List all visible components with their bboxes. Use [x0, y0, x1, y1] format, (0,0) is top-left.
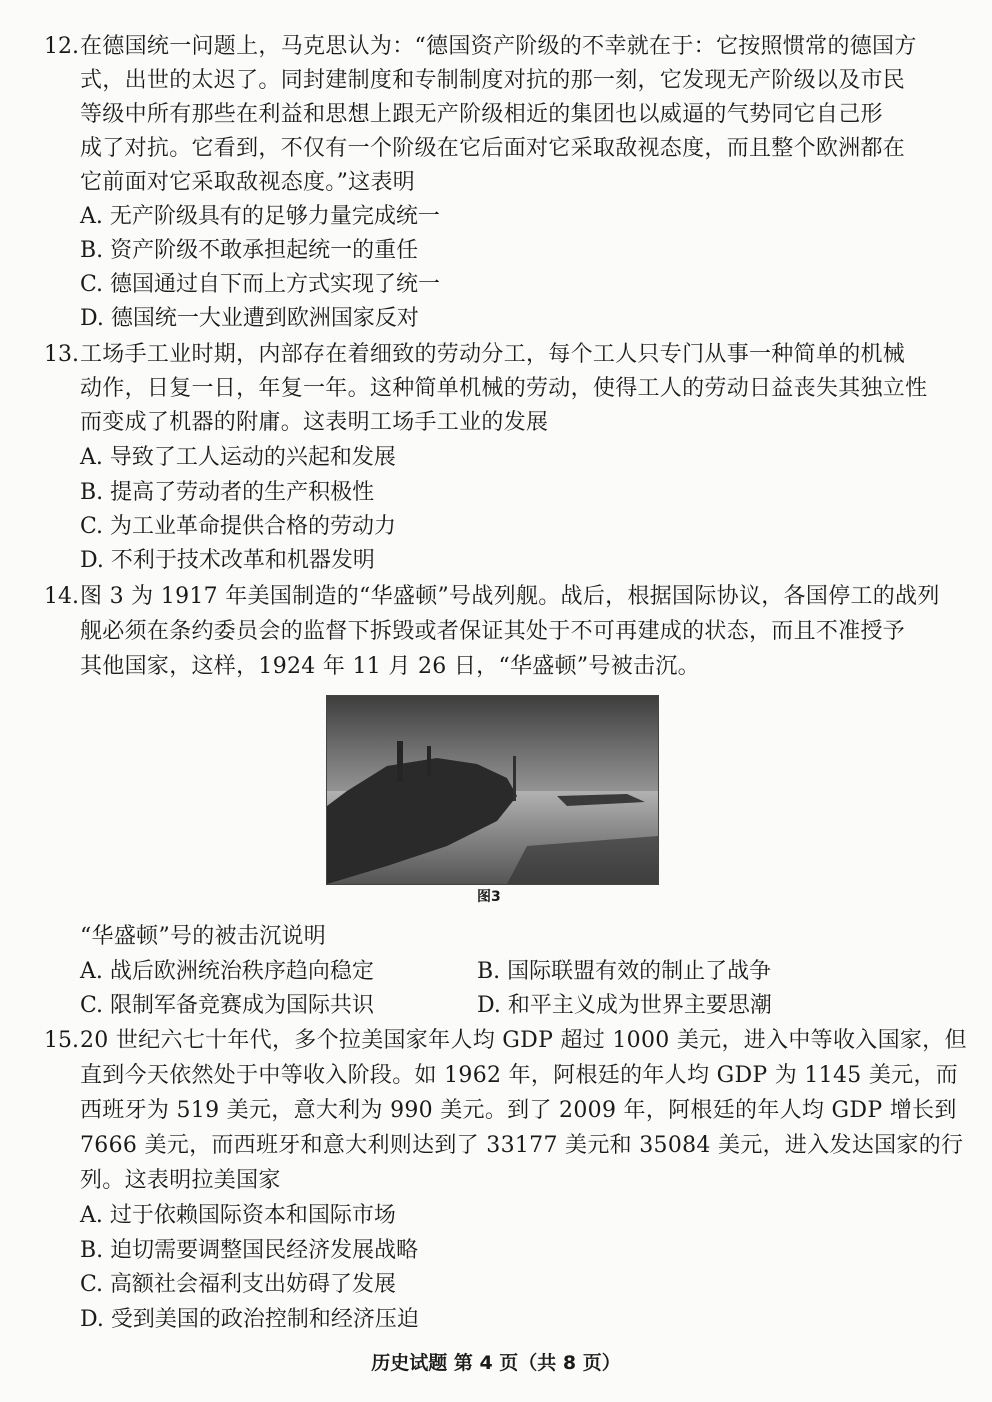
question-text-line: 其他国家，这样，1924 年 11 月 26 日，“华盛顿”号被击沉。: [80, 654, 700, 679]
option-a: A. 过于依赖国际资本和国际市场: [80, 1203, 396, 1228]
question-text-line: 工场手工业时期，内部存在着细致的劳动分工，每个工人只专门从事一种简单的机械: [80, 342, 906, 367]
battleship-photo: [326, 695, 659, 885]
question-text-line: 而变成了机器的附庸。这表明工场手工业的发展: [80, 410, 549, 435]
figure-caption: 图3: [477, 889, 501, 905]
question-text-line: 等级中所有那些在利益和思想上跟无产阶级相近的集团也以威逼的气势同它自己形: [80, 102, 883, 127]
question-text-line: 西班牙为 519 美元，意大利为 990 美元。到了 2009 年，阿根廷的年人均 GDP 增长到: [80, 1098, 957, 1123]
option-a: A. 战后欧洲统治秩序趋向稳定: [80, 959, 374, 984]
question-text-line: 舰必须在条约委员会的监督下拆毁或者保证其处于不可再建成的状态，而且不准授予: [80, 619, 906, 644]
option-c: C. 德国通过自下而上方式实现了统一: [80, 272, 441, 297]
option-c: C. 为工业革命提供合格的劳动力: [80, 514, 397, 539]
question-text-line: 它前面对它采取敌视态度。”这表明: [80, 170, 416, 195]
option-d: D. 德国统一大业遭到欧洲国家反对: [80, 306, 419, 331]
question-text-line: 7666 美元，而西班牙和意大利则达到了 33177 美元和 35084 美元，进入发达国家的行: [80, 1133, 964, 1158]
page-footer: 历史试题 第 4 页（共 8 页）: [371, 1352, 621, 1374]
battleship-image: [327, 696, 658, 884]
option-c: C. 限制军备竞赛成为国际共识: [80, 993, 375, 1018]
question-text-line: 在德国统一问题上，马克思认为：“德国资产阶级的不幸就在于：它按照惯常的德国方: [80, 34, 917, 59]
question-number: 15.: [44, 1028, 79, 1053]
option-d: D. 受到美国的政治控制和经济压迫: [80, 1307, 419, 1332]
question-number: 13.: [44, 342, 79, 367]
option-b: B. 提高了劳动者的生产积极性: [80, 480, 375, 505]
option-a: A. 无产阶级具有的足够力量完成统一: [80, 204, 440, 229]
question-text-line: 动作，日复一日，年复一年。这种简单机械的劳动，使得工人的劳动日益丧失其独立性: [80, 376, 928, 401]
option-b: B. 资产阶级不敢承担起统一的重任: [80, 238, 419, 263]
option-a: A. 导致了工人运动的兴起和发展: [80, 445, 396, 470]
question-number: 12.: [44, 34, 79, 59]
option-b: B. 国际联盟有效的制止了战争: [477, 959, 772, 984]
question-text-line: 直到今天依然处于中等收入阶段。如 1962 年，阿根廷的年人均 GDP 为 1145 美元，而: [80, 1063, 959, 1088]
option-d: D. 不利于技术改革和机器发明: [80, 548, 375, 573]
question-text-line: 式，出世的太迟了。同封建制度和专制制度对抗的那一刻，它发现无产阶级以及市民: [80, 68, 906, 93]
question-text-line: 图 3 为 1917 年美国制造的“华盛顿”号战列舰。战后，根据国际协议，各国停工的战列: [80, 584, 940, 609]
question-text-line: 成了对抗。它看到，不仅有一个阶级在它后面对它采取敌视态度，而且整个欧洲都在: [80, 136, 906, 161]
option-b: B. 迫切需要调整国民经济发展战略: [80, 1238, 419, 1263]
question-text-line: 20 世纪六七十年代，多个拉美国家年人均 GDP 超过 1000 美元，进入中等收入国家，但: [80, 1028, 967, 1053]
question-number: 14.: [44, 584, 79, 609]
option-c: C. 高额社会福利支出妨碍了发展: [80, 1272, 397, 1297]
option-d: D. 和平主义成为世界主要思潮: [477, 993, 772, 1018]
question-text-line: 列。这表明拉美国家: [80, 1168, 281, 1193]
question-stem: “华盛顿”号的被击沉说明: [80, 924, 327, 949]
